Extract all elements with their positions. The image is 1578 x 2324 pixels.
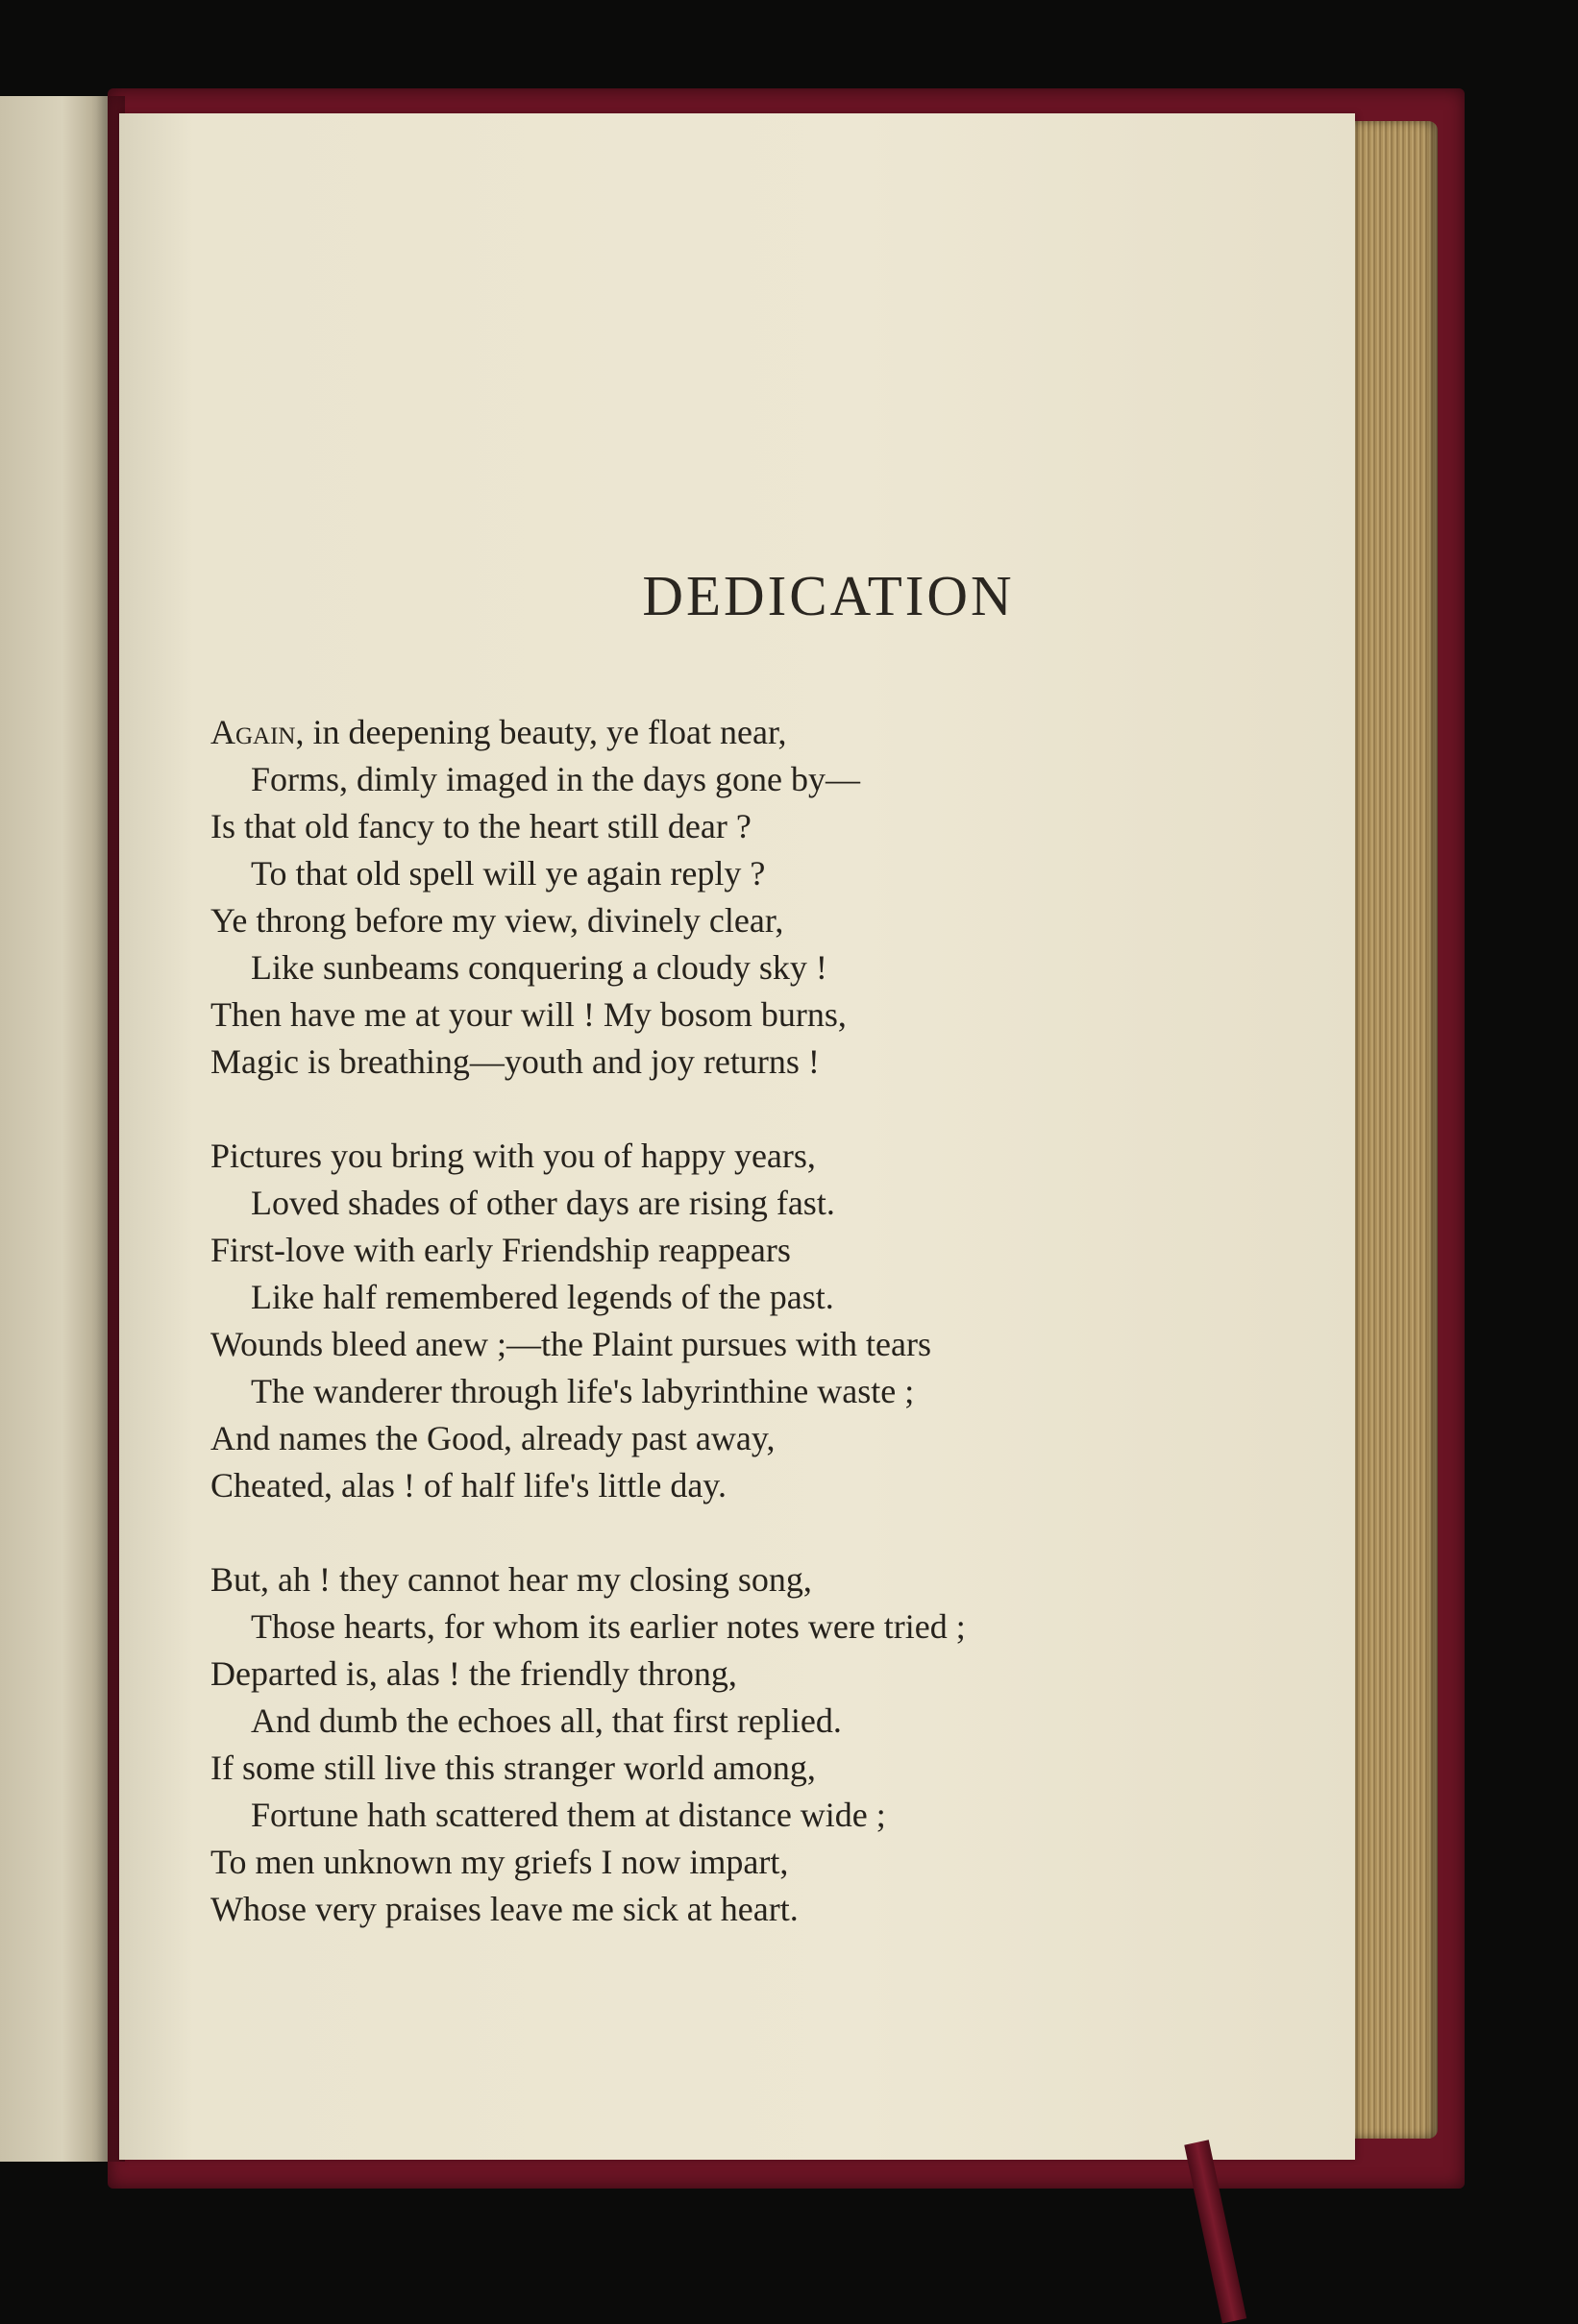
poem-line: And dumb the echoes all, that first replied.: [251, 1701, 842, 1740]
poem-line: Wounds bleed anew ;—the Plaint pursues with tears: [210, 1325, 931, 1363]
poem-line: First-love with early Friendship reappears: [210, 1231, 791, 1269]
poem-line: Then have me at your will ! My bosom burns,: [210, 995, 847, 1034]
poem-line: Magic is breathing—youth and joy returns !: [210, 1042, 820, 1081]
poem-line: Departed is, alas ! the friendly throng,: [210, 1654, 737, 1693]
poem-line: Those hearts, for whom its earlier notes were tried ;: [251, 1607, 966, 1646]
poem-line: To men unknown my griefs I now impart,: [210, 1843, 789, 1881]
stanza: [210, 709, 1344, 1086]
stanza: [210, 1556, 1344, 1933]
page-title: DEDICATION: [642, 564, 1015, 627]
poem-line: Loved shades of other days are rising fast.: [251, 1184, 835, 1222]
poem-line: Like half remembered legends of the past.: [251, 1278, 834, 1316]
poem-line: To that old spell will ye again reply ?: [251, 854, 766, 893]
poem-line: Is that old fancy to the heart still dear ?: [210, 807, 752, 845]
stanza: [210, 1133, 1344, 1509]
poem-body: [210, 709, 1344, 1980]
poem-line: Like sunbeams conquering a cloudy sky !: [251, 948, 827, 987]
opening-word: Again: [210, 713, 296, 751]
poem-line: Pictures you bring with you of happy years,: [210, 1137, 816, 1175]
book-page: [119, 113, 1355, 2160]
poem-line: Cheated, alas ! of half life's little day.: [210, 1466, 727, 1504]
poem-line: If some still live this stranger world among,: [210, 1749, 816, 1787]
poem-line: Forms, dimly imaged in the days gone by—: [251, 760, 860, 798]
poem-line: Fortune hath scattered them at distance wide ;: [251, 1796, 886, 1834]
poem-line: The wanderer through life's labyrinthine waste ;: [251, 1372, 915, 1410]
poem-line: Whose very praises leave me sick at heart.: [210, 1890, 799, 1928]
poem-line: But, ah ! they cannot hear my closing song,: [210, 1560, 812, 1599]
poem-line: And names the Good, already past away,: [210, 1419, 776, 1457]
poem-line: Again, in deepening beauty, ye float near,: [210, 713, 787, 751]
poem-line: Ye throng before my view, divinely clear,: [210, 901, 784, 940]
